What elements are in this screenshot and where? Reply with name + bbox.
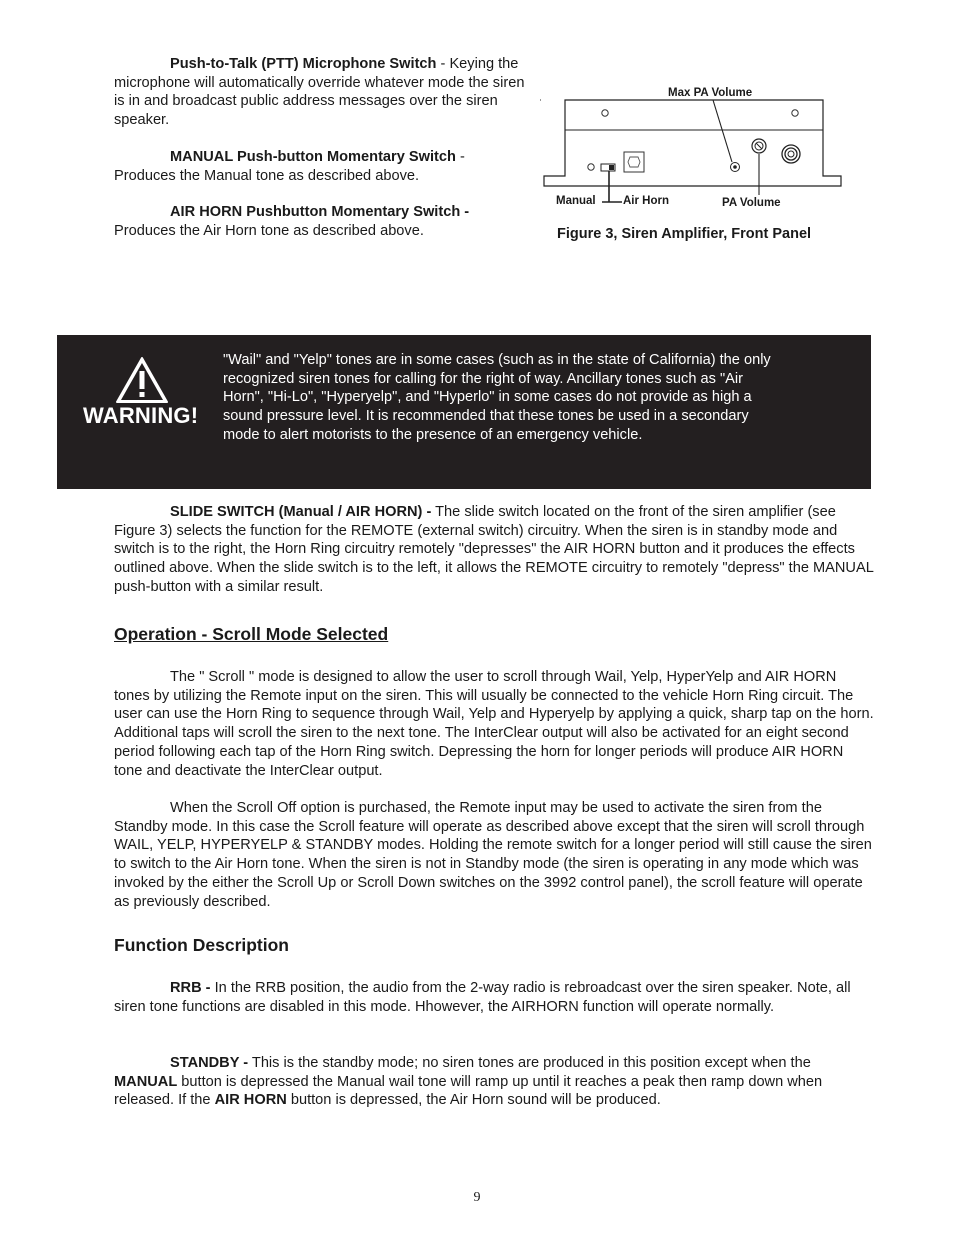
standby-text-1: This is the standby mode; no siren tones are produced in this position except when the [248, 1055, 811, 1071]
airhorn-paragraph [114, 203, 526, 240]
ptt-text: - Keying the microphone will automatically override whatever mode the siren is in and broadcast public address messages over the siren speaker. [114, 56, 525, 129]
warning-box [57, 335, 871, 489]
slide-switch-text: The slide switch located on the front of the siren amplifier (see Figure 3) selects the function for the REMOTE (external switch) circuitry. When the siren is in standby mode and switch is to the right, the Horn Ring circuitry remotely "depresses" the AIR HORN button and it produces the effects outlined above. When the slide switch is to the left, it allows the REMOTE circuitry to remotely "depress" the MANUAL push-button with a similar result. [114, 504, 874, 595]
ptt-label: Push-to-Talk (PTT) Microphone Switch [170, 56, 437, 72]
scroll-para1-text: The " Scroll " mode is designed to allow the user to scroll through Wail, Yelp, HyperYelp and AIR HORN tones by utilizing the Remote input on the siren. This will usually be connected to the vehicle Horn Ring circuit. The user can use the Horn Ring to sequence through Wail, Yelp and Hyperyelp by applying a quick, sharp tap on the horn. Additional taps will scroll the siren to the next tone. The InterClear output will also be activated for an eight second period following each tap of the Horn Ring switch. Depressing the horn for longer periods will produce AIR HORN tone and deactivate the InterClear output. [114, 669, 874, 779]
airhorn-text: Produces the Air Horn tone as described above. [114, 222, 424, 239]
warning-title: WARNING! [83, 403, 199, 428]
warning-triangle-icon [114, 355, 170, 405]
rrb-text: In the RRB position, the audio from the 2-way radio is rebroadcast over the siren speaker. Note, all siren tone functions are disabled in this mode. Hhowever, the AIRHORN function will operate normally. [114, 980, 851, 1015]
scroll-paragraph-2 [114, 799, 874, 911]
scroll-paragraph-1 [114, 668, 874, 780]
label-air-horn: Air Horn [623, 195, 669, 207]
function-section-heading: Function Description [114, 935, 289, 955]
figure-caption: Figure 3, Siren Amplifier, Front Panel [557, 226, 812, 242]
label-manual: Manual [556, 195, 596, 207]
ptt-paragraph [114, 55, 526, 130]
manual-paragraph [114, 148, 526, 185]
slide-switch-label: SLIDE SWITCH (Manual / AIR HORN) - [170, 504, 432, 520]
figure-siren-amplifier [538, 84, 848, 244]
standby-text-2: button is depressed the Manual wail tone will ramp up until it reaches a peak then ramp down when released. If the [114, 1073, 823, 1109]
slide-switch-paragraph [114, 503, 874, 597]
manual-text: - Produces the Manual tone as described above. [114, 148, 465, 184]
airhorn-label: AIR HORN Pushbutton Momentary Switch - [170, 204, 470, 221]
scroll-section-heading: Operation - Scroll Mode Selected [114, 624, 389, 644]
standby-manual: MANUAL [114, 1073, 178, 1090]
scroll-para2-text: When the Scroll Off option is purchased, the Remote input may be used to activate the siren from the Standby mode. In this case the Scroll feature will operate as described above except that the siren will scroll through WAIL, YELP, HYPERYELP & STANDBY modes. Holding the remote switch for a longer period will still cause the siren to switch to the Air Horn tone. When the siren is not in Standby mode (the siren is operating in any mode which was invoked by the either the Scroll Up or Scroll Down switches on the 3992 control panel), the scroll feature will operate as previously described. [114, 800, 872, 910]
manual-label: MANUAL Push-button Momentary Switch [170, 148, 456, 165]
label-max-pa-volume: Max PA Volume [668, 87, 753, 99]
standby-label: STANDBY - [170, 1055, 249, 1071]
switch-descriptions [114, 55, 526, 259]
warning-text: "Wail" and "Yelp" tones are in some cases (such as in the state of California) the only recognized siren tones for calling for the right of way. Ancillary tones such as "Air Horn", "Hi-Lo", "Hyperyelp", and "Hyperlo" in some cases do not provide as high a sound pressure level. It is recommended that these tones be used in a secondary mode to alert motorists to the presence of an emergency vehicle. [223, 352, 771, 443]
standby-airhorn: AIR HORN [214, 1092, 287, 1109]
standby-text-3: button is depressed, the Air Horn sound will be produced. [286, 1092, 661, 1109]
rrb-paragraph [114, 979, 874, 1016]
page-number: 9 [473, 1190, 481, 1205]
standby-paragraph [114, 1054, 874, 1110]
label-pa-volume: PA Volume [722, 197, 781, 209]
rrb-label: RRB - [170, 980, 211, 996]
